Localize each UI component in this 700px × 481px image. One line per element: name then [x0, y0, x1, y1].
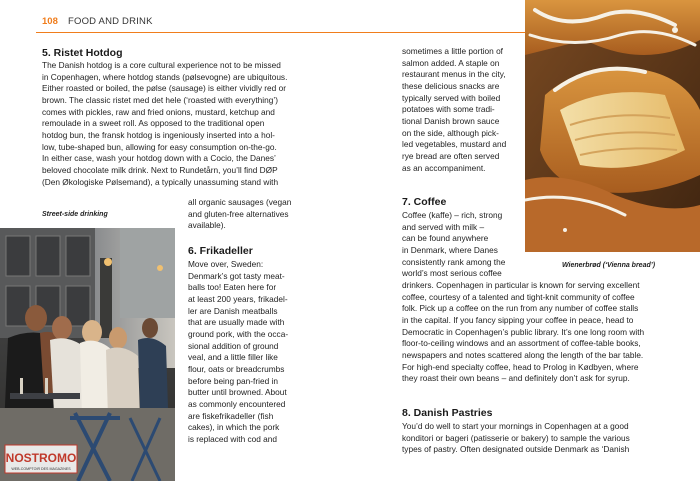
text-line: konditori or bageri (patisserie or bakery) to sample the various — [402, 432, 630, 443]
text-line: in Denmark, where Danes — [402, 244, 498, 255]
hotdog-text-cont — [188, 197, 378, 232]
page-number: 108 — [42, 16, 58, 27]
text-line: beloved chocolate milk drink. Next to Rundetårn, you’ll find DØP — [42, 164, 278, 175]
text-line: sional addition of ground — [188, 340, 279, 351]
text-line: coffee, courtesy of a talented and tight-knit community of coffee — [402, 291, 635, 302]
text-line: Denmark’s got tasty meat- — [188, 270, 285, 281]
text-line: low, tube-shaped bun, allowing for easy consumption on-the-go. — [42, 141, 277, 152]
text-line: floor-to-ceiling windows and an assortment of coffee-table books, — [402, 338, 641, 349]
hotdog-text — [42, 60, 379, 188]
text-line: Democratic in Copenhagen’s public library. It’s one long room with — [402, 326, 645, 337]
text-line: in Copenhagen, where hotdog stands (pølsevogne) are ubiquitous. — [42, 71, 288, 82]
text-line: remoulade in a sweet roll. As opposed to the traditional open — [42, 118, 265, 129]
text-line: at least 200 years, frikadel- — [188, 293, 288, 304]
logo-name: NOSTROMO — [5, 451, 77, 465]
text-line: brown. The classic ristet med det hele (‘roasted with everything’) — [42, 94, 278, 105]
pastries-text — [402, 421, 660, 456]
text-line: balls too! Eaten here for — [188, 282, 277, 293]
heading-frikadeller: 6. Frikadeller — [188, 245, 253, 257]
text-line: are fiskefrikadeller (fish — [188, 410, 274, 421]
text-line: is replaced with cod and — [188, 433, 278, 444]
text-line: newspapers and notes scattered along the length of the bar table. — [402, 349, 644, 360]
heading-coffee: 7. Coffee — [402, 196, 447, 208]
text-line: in the capital. If you fancy sipping your coffee in peace, head to — [402, 314, 634, 325]
text-line: Either roasted or boiled, the pølse (sausage) is either vividly red or — [42, 83, 286, 94]
text-line: before being pan-fried in — [188, 375, 278, 386]
text-line: restaurant menus in the city, — [402, 69, 506, 80]
caption-pastry: Wienerbrød (‘Vienna bread’) — [562, 262, 656, 269]
heading-hotdog: 5. Ristet Hotdog — [42, 47, 123, 59]
coffee-text-narrow — [402, 210, 522, 280]
text-line: flour, oats or breadcrumbs — [188, 363, 285, 374]
frikadeller-text-cont — [402, 46, 519, 174]
text-line: typically served with boiled — [402, 92, 501, 103]
text-line: drinkers. Copenhagen in particular is known for serving excellent — [402, 280, 640, 290]
pastry-photo — [525, 0, 700, 252]
text-line: all organic sausages (vegan — [188, 197, 292, 207]
text-line: In either case, wash your hotdog down with a Cocio, the Danes’ — [42, 153, 276, 164]
frikadeller-text — [188, 259, 378, 446]
caption-street: Street-side drinking — [42, 211, 108, 218]
text-line: ground pork, with the occa- — [188, 328, 289, 339]
text-line: Coffee (kaffe) – rich, strong — [402, 210, 503, 220]
text-line: ler are Danish meatballs — [188, 305, 278, 316]
text-line: these delicious snacks are — [402, 80, 500, 91]
text-line: that are usually made with — [188, 317, 285, 328]
text-line: on the side, although pick- — [402, 127, 499, 138]
text-line: comes with pickles, raw and fried onions, mustard, ketchup and — [42, 106, 275, 117]
text-line: led vegetables, mustard and — [402, 139, 507, 150]
heading-pastries: 8. Danish Pastries — [402, 407, 493, 419]
text-line: (Den Økologiske Pølsemand), a typically unassuming stand with — [42, 176, 279, 187]
section-title: FOOD AND DRINK — [68, 16, 153, 27]
text-line: as an accompaniment. — [402, 162, 486, 173]
text-line: butter until browned. About — [188, 387, 287, 398]
text-line: hotdog bun, the fransk hotdog is ingeniously inserted into a hol- — [42, 129, 275, 140]
coffee-text-wide — [402, 280, 660, 385]
text-line: they roast their own beans – and definitely don’t ask for syrup. — [402, 373, 630, 384]
text-line: tional Danish brown sauce — [402, 115, 500, 126]
text-line: rye bread are often served — [402, 150, 500, 161]
text-line: consistently rank among the — [402, 256, 506, 267]
text-line: salmon added. A staple on — [402, 57, 500, 68]
text-line: as commonly encountered — [188, 398, 286, 409]
text-line: cakes), in which the pork — [188, 422, 280, 433]
text-line: The Danish hotdog is a core cultural experience not to be missed — [42, 60, 281, 70]
text-line: and gluten-free alternatives — [188, 208, 289, 219]
text-line: folk. Pick up a coffee on the run from any number of coffee stalls — [402, 303, 639, 314]
text-line: Move over, Sweden: — [188, 259, 264, 269]
text-line: world’s most serious coffee — [402, 268, 502, 279]
text-line: sometimes a little portion of — [402, 46, 503, 56]
text-line: You’d do well to start your mornings in Copenhagen at a good — [402, 421, 629, 431]
nostromo-logo — [4, 444, 78, 474]
logo-tagline: WEB-COMPTOIR DES MAGAZINES — [11, 467, 71, 471]
header-rule — [36, 32, 525, 33]
text-line: available). — [188, 220, 226, 231]
text-line: potatoes with some tradi- — [402, 104, 495, 115]
text-line: For high-end specialty coffee, head to Prolog in Kødbyen, where — [402, 361, 639, 372]
text-line: and served with milk – — [402, 221, 485, 232]
text-line: can be found anywhere — [402, 233, 489, 244]
text-line: types of pastry. Often designated outside Denmark as ‘Danish — [402, 444, 630, 455]
text-line: veal, and a little filler like — [188, 352, 278, 363]
